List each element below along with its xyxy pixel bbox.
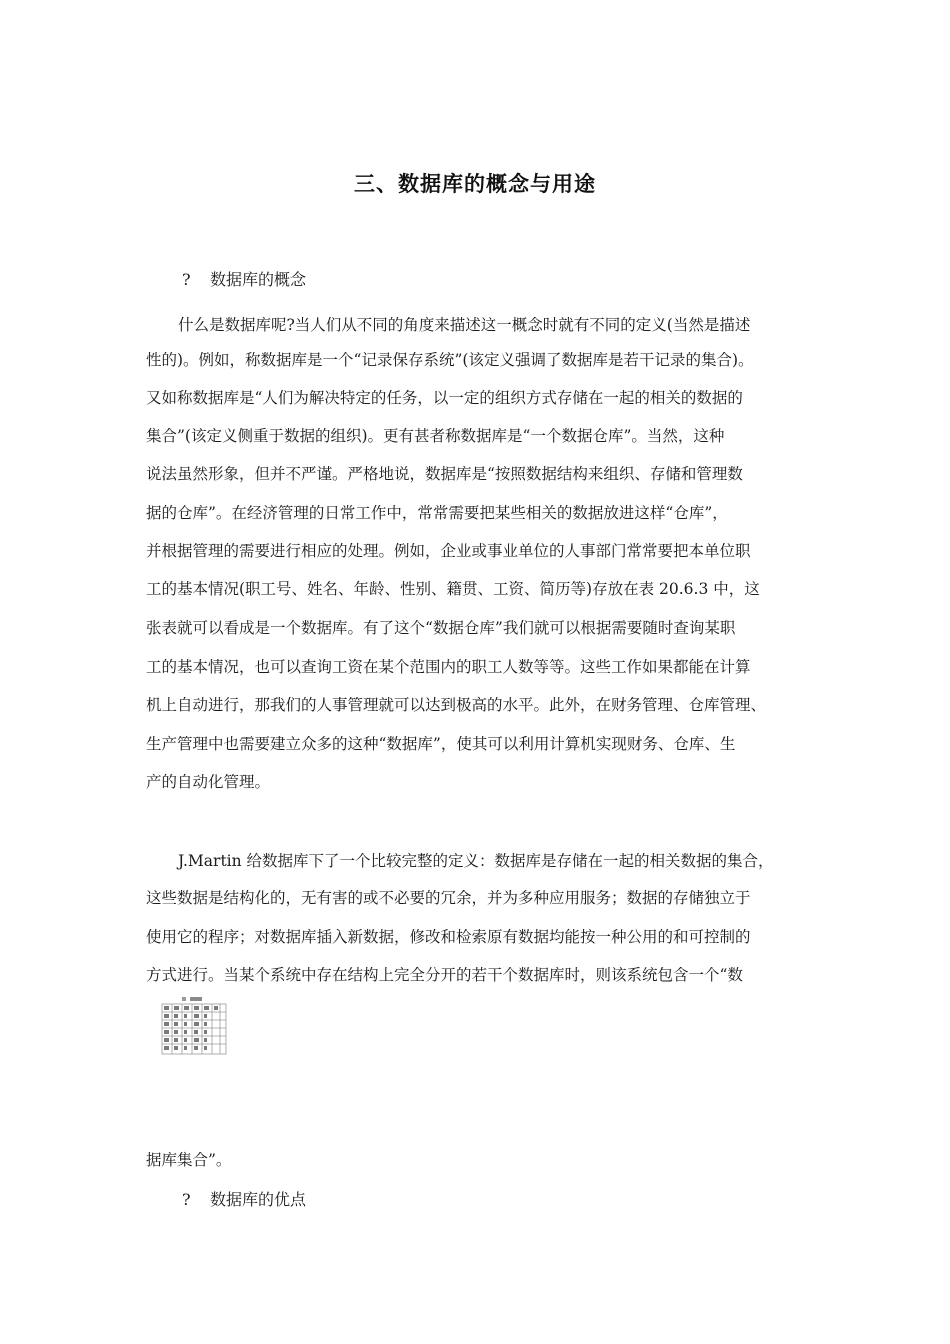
paragraph-line: 这些数据是结构化的，无有害的或不必要的冗余，并为多种应用服务；数据的存储独立于: [146, 889, 751, 907]
table-thumbnail-image: [160, 996, 228, 1058]
paragraph-line: 工的基本情况(职工号、姓名、年龄、性别、籍贯、工资、简历等)存放在表 20.6.3 中，这: [146, 580, 760, 598]
paragraph-line: 据的仓库”。在经济管理的日常工作中，常常需要把某些相关的数据放进这样“仓库”，: [146, 504, 728, 522]
paragraph-line: 使用它的程序；对数据库插入新数据，修改和检索原有数据均能按一种公用的和可控制的: [146, 928, 751, 946]
section-heading-label: 数据库的概念: [210, 270, 307, 289]
paragraph-line: 集合”(该定义侧重于数据的组织)。更有甚者称数据库是“一个数据仓库”。当然，这种: [146, 427, 725, 445]
page-title: 三、数据库的概念与用途: [354, 172, 596, 196]
paragraph-line: 工的基本情况，也可以查询工资在某个范围内的职工人数等等。这些工作如果都能在计算: [146, 658, 751, 676]
paragraph-line: J.Martin 给数据库下了一个比较完整的定义：数据库是存储在一起的相关数据的集合，: [178, 852, 774, 870]
paragraph-line: 性的)。例如，称数据库是一个“记录保存系统”(该定义强调了数据库是若干记录的集合)。: [146, 351, 754, 369]
paragraph-line: 什么是数据库呢?当人们从不同的角度来描述这一概念时就有不同的定义(当然是描述: [178, 316, 751, 334]
paragraph-line: 又如称数据库是“人们为解决特定的任务，以一定的组织方式存储在一起的相关的数据的: [146, 389, 743, 407]
paragraph-line: 据库集合”。: [146, 1151, 232, 1169]
section-heading-label: 数据库的优点: [210, 1190, 307, 1209]
bullet-icon: ?: [182, 270, 191, 289]
paragraph-line: 生产管理中也需要建立众多的这种“数据库”，使其可以利用计算机实现财务、仓库、生: [146, 735, 736, 753]
paragraph-line: 说法虽然形象，但并不严谨。严格地说，数据库是“按照数据结构来组织、存储和管理数: [146, 465, 743, 483]
paragraph-line: 方式进行。当某个系统中存在结构上完全分开的若干个数据库时，则该系统包含一个“数: [146, 966, 743, 984]
bullet-icon: ?: [182, 1190, 191, 1209]
paragraph-line: 张表就可以看成是一个数据库。有了这个“数据仓库”我们就可以根据需要随时查询某职: [146, 619, 736, 637]
paragraph-line: 机上自动进行，那我们的人事管理就可以达到极高的水平。此外，在财务管理、仓库管理、: [146, 696, 767, 714]
section-heading-advantages: [182, 1190, 306, 1210]
section-heading-concept: [182, 270, 306, 290]
paragraph-line: 并根据管理的需要进行相应的处理。例如，企业或事业单位的人事部门常常要把本单位职: [146, 542, 751, 560]
paragraph-line: 产的自动化管理。: [146, 773, 271, 791]
